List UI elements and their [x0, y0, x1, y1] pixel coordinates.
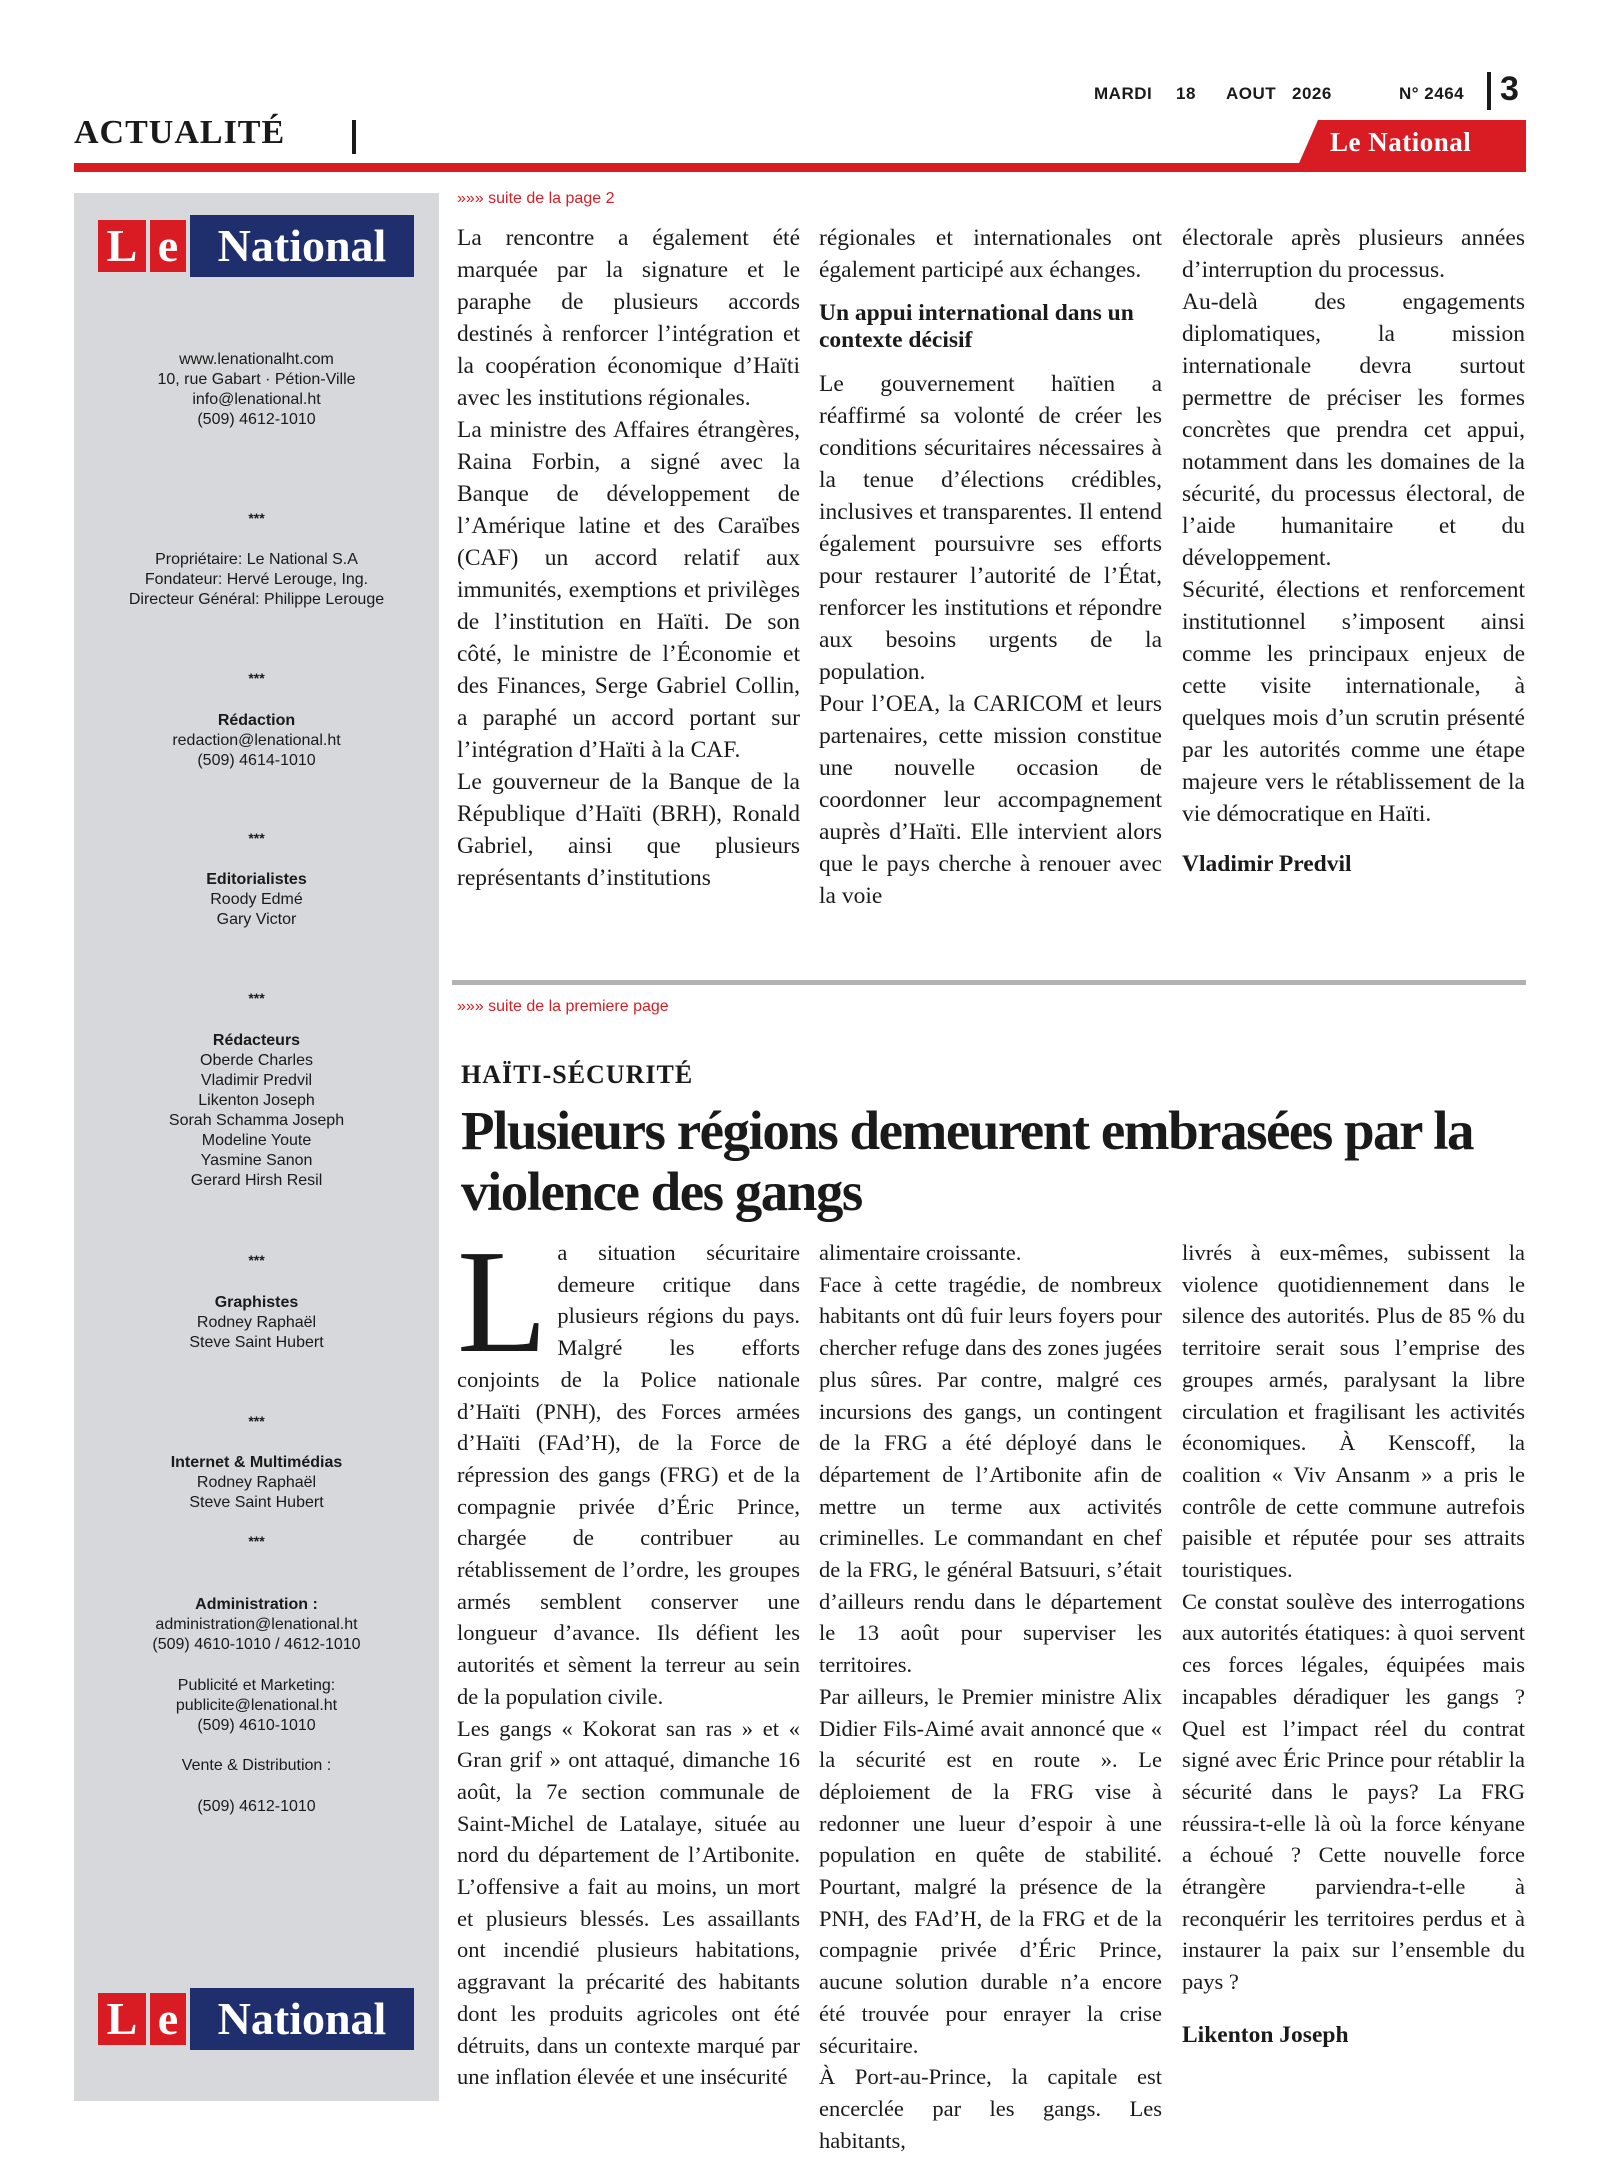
internet-name: Steve Saint Hubert: [189, 1494, 324, 1511]
drop-cap: L: [457, 1220, 548, 1384]
editorialiste-name: Roody Edmé: [210, 891, 303, 908]
paragraph: Le gouvernement haïtien a réaffirmé sa volonté de créer les conditions sécuritaires nécessaires à la tenue d’élections crédibles, inclusives et transparentes. Il entend également poursuivre ses efforts pour restaurer l’autorité de l’État, renforcer les institutions et répondre aux besoins urgents de la population.: [819, 371, 1162, 685]
article1-column-2: [819, 222, 1162, 912]
article1-author: Vladimir Predvil: [1182, 851, 1352, 877]
paragraph: livrés à eux-mêmes, subissent la violence quotidiennement dans le silence des autorités. Plus de 85 % du territoire serait sous l’emprise des groupes armés, paralysant la libre circulation et fragilisant les activités économiques. À Kenscoff, la coalition « Viv Ansanm » a pris le contrôle de cette commune autrefois paisible et réputée pour ses attraits touristiques.: [1182, 1240, 1525, 1583]
section-title: ACTUALITÉ: [74, 114, 286, 151]
contact-phone: (509) 4612-1010: [197, 411, 316, 428]
paragraph: À Port-au-Prince, la capitale est encerclée par les gangs. Les habitants,: [819, 2064, 1162, 2153]
redacteur-name: Gerard Hirsh Resil: [190, 1172, 323, 1189]
article1-column-1: [457, 222, 800, 894]
header-day: MARDI: [1094, 84, 1153, 103]
article1-subhead: Un appui international dans un contexte décisif: [819, 300, 1134, 353]
separator: ***: [248, 990, 265, 1006]
article2-author: Likenton Joseph: [1182, 2021, 1349, 2048]
paragraph: Au-delà des engagements diplomatiques, la mission internationale devra surtout permettre de préciser les formes concrètes que prendra cet appui, notamment dans les domaines de la sécurité, du processus électoral, de l’aide humanitaire et du développement.: [1182, 289, 1525, 571]
redacteur-name: Likenton Joseph: [198, 1092, 315, 1109]
paragraph: Par ailleurs, le Premier ministre Alix Didier Fils-Aimé avait annoncé que « la sécurité est en route ». Le déploiement de la FRG vise à redonner une lueur d’espoir à une population en quête de stabilité. Pourtant, malgré la présence de la PNH, des FAd’H, de la FRG et de la compagnie privée d’Éric Prince, aucune solution durable n’a encore été trouvée pour enrayer la crise sécuritaire.: [819, 1683, 1162, 2058]
director: Directeur Général: Philippe Lerouge: [128, 591, 385, 608]
continued-from-front-page[interactable]: »»» suite de la premiere page: [457, 998, 669, 1015]
owner: Propriétaire: Le National S.A: [155, 551, 358, 568]
paragraph: La ministre des Affaires étrangères, Raina Forbin, a signé avec la Banque de développement de l’Amérique latine et des Caraïbes (CAF) un accord relatif aux immunités, exemptions et privilèges de l’institution en Haïti. De son côté, le ministre de l’Économie et des Finances, Serge Gabriel Collin, a paraphé un accord portant sur l’intégration d’Haïti à la CAF.: [457, 417, 800, 763]
article2-headline: Plusieurs régions demeurent embrasées par la violence des gangs: [461, 1100, 1474, 1222]
separator: ***: [248, 1413, 265, 1429]
section-divider: [352, 120, 356, 154]
redacteur-name: Vladimir Predvil: [200, 1072, 313, 1089]
article-divider: [452, 980, 1526, 985]
graphiste-name: Steve Saint Hubert: [189, 1334, 324, 1351]
separator: ***: [248, 670, 265, 686]
administration-title: Administration :: [195, 1596, 318, 1613]
separator: ***: [248, 510, 265, 526]
page-number-divider: [1487, 72, 1491, 110]
redaction-email[interactable]: redaction@lenational.ht: [172, 732, 341, 749]
administration-email[interactable]: administration@lenational.ht: [155, 1616, 358, 1633]
article2-kicker: HAÏTI-SÉCURITÉ: [461, 1060, 694, 1089]
masthead-sidebar: [74, 193, 439, 2101]
administration-phone: (509) 4610-1010 / 4612-1010: [152, 1636, 361, 1653]
paragraph: Les gangs « Kokorat san ras » et « Gran grif » ont attaqué, dimanche 16 août, la 7e section communale de Saint-Michel de Latalaye, située au nord du département de l’Artibonite. L’offensive a fait au moins, un mort et plusieurs blessés. Les assaillants ont incendié plusieurs habitations, aggravant la précarité des habitants dont les produits agricoles ont été détruits, dans un contexte marqué par une inflation élevée et une insécurité: [457, 1715, 800, 2090]
header-date-day: 18: [1176, 84, 1196, 103]
publicite-phone: (509) 4610-1010: [197, 1717, 316, 1734]
redacteur-name: Yasmine Sanon: [200, 1152, 313, 1169]
redacteurs-title: Rédacteurs: [212, 1032, 301, 1049]
le-national-logo-bottom: L e National: [98, 1988, 414, 2050]
header-rule: [74, 163, 1526, 172]
vente-title: Vente & Distribution :: [181, 1757, 332, 1774]
redacteur-name: Sorah Schamma Joseph: [168, 1112, 345, 1129]
contact-email[interactable]: info@lenational.ht: [192, 391, 321, 408]
header-issue: N° 2464: [1399, 84, 1465, 103]
editorialistes-title: Editorialistes: [206, 871, 307, 888]
founder: Fondateur: Hervé Lerouge, Ing.: [144, 571, 369, 588]
paragraph: électorale après plusieurs années d’interruption du processus.: [1182, 225, 1525, 283]
paragraph: Sécurité, élections et renforcement institutionnel s’imposent ainsi comme les principaux enjeux de cette visite internationale, à quelques mois d’un scrutin présenté par les autorités comme une étape majeure vers le rétablissement de la vie démocratique en Haïti.: [1182, 577, 1525, 827]
paragraph: Face à cette tragédie, de nombreux habitants ont dû fuir leurs foyers pour chercher refuge dans des zones jugées plus sûres. Par contre, malgré ces incursions des gangs, un contingent de la FRG a été déployé dans le département de l’Artibonite afin de mettre un terme aux activités criminelles. Le commandant en chef de la FRG, le général Batsuuri, s’était d’ailleurs rendu dans le département le 13 août pour superviser les territoires.: [819, 1271, 1162, 1678]
redacteur-name: Modeline Youte: [201, 1132, 312, 1149]
paragraph: alimentaire croissante.: [819, 1240, 1022, 1265]
redaction-title: Rédaction: [217, 712, 296, 729]
page-number: 3: [1500, 70, 1519, 108]
paragraph: Pour l’OEA, la CARICOM et leurs partenaires, cette mission constitue une nouvelle occasion de coordonner leur accompagnement auprès d’Haïti. Elle intervient alors que le pays cherche à renouer avec la voie: [819, 691, 1162, 909]
article2-column-1: [457, 1220, 800, 2093]
paragraph: La rencontre a également été marquée par la signature et le paraphe de plusieurs accords destinés à renforcer l’intégration et la coopération économique d’Haïti avec les institutions régionales.: [457, 225, 800, 411]
separator: ***: [248, 1533, 265, 1549]
separator: ***: [248, 830, 265, 846]
article2-column-2: [819, 1237, 1162, 2156]
contact-address: 10, rue Gabart · Pétion-Ville: [157, 371, 356, 388]
header-year: 2026: [1292, 84, 1332, 103]
internet-name: Rodney Raphaël: [196, 1474, 317, 1491]
header-month: AOUT: [1226, 84, 1277, 103]
brand-tab-label: Le National: [1330, 127, 1472, 157]
le-national-logo-top: L e National: [98, 215, 414, 277]
article2-column-3: [1182, 1237, 1525, 2052]
publicite-title: Publicité et Marketing:: [177, 1677, 336, 1694]
redacteur-name: Oberde Charles: [200, 1052, 313, 1069]
publicite-email[interactable]: publicite@lenational.ht: [175, 1697, 338, 1714]
graphiste-name: Rodney Raphaël: [196, 1314, 317, 1331]
paragraph: La situation sécuritaire demeure critique dans plusieurs régions du pays. Malgré les efforts conjoints de la Police nationale d’Haïti (PNH), des Forces armées d’Haïti (FAd’H), de la Force de répression des gangs (FRG) et de la compagnie privée d’Éric Prince, chargée de contribuer au rétablissement de l’ordre, les groupes armés semblent conserver une longueur d’avance. Ils défient les autorités et sèment la terreur au sein de la population civile.: [457, 1220, 800, 1709]
contact-website[interactable]: www.lenationalht.com: [179, 351, 334, 368]
paragraph: Le gouverneur de la Banque de la République d’Haïti (BRH), Ronald Gabriel, ainsi que plusieurs représentants d’institutions: [457, 769, 800, 891]
internet-title: Internet & Multimédias: [170, 1454, 343, 1471]
redaction-phone: (509) 4614-1010: [197, 752, 316, 769]
separator: ***: [248, 1252, 265, 1268]
graphistes-title: Graphistes: [214, 1294, 299, 1311]
article1-column-3: [1182, 222, 1525, 880]
vente-phone: (509) 4612-1010: [197, 1798, 316, 1815]
editorialiste-name: Gary Victor: [216, 911, 297, 928]
paragraph: régionales et internationales ont également participé aux échanges.: [819, 225, 1162, 283]
paragraph: Ce constat soulève des interrogations aux autorités étatiques: à quoi servent ces forces légales, équipées mais incapables déradiquer les gangs ? Quel est l’impact réel du contrat signé avec Éric Prince pour rétablir la sécurité dans le pays? La FRG réussira-t-elle là où la force kényane a échoué ? Cette nouvelle force étrangère parviendra-t-elle à reconquérir les territoires perdus et à instaurer la paix sur l’ensemble du pays ?: [1182, 1588, 1525, 1995]
continued-from-page-2[interactable]: »»» suite de la page 2: [457, 190, 615, 207]
